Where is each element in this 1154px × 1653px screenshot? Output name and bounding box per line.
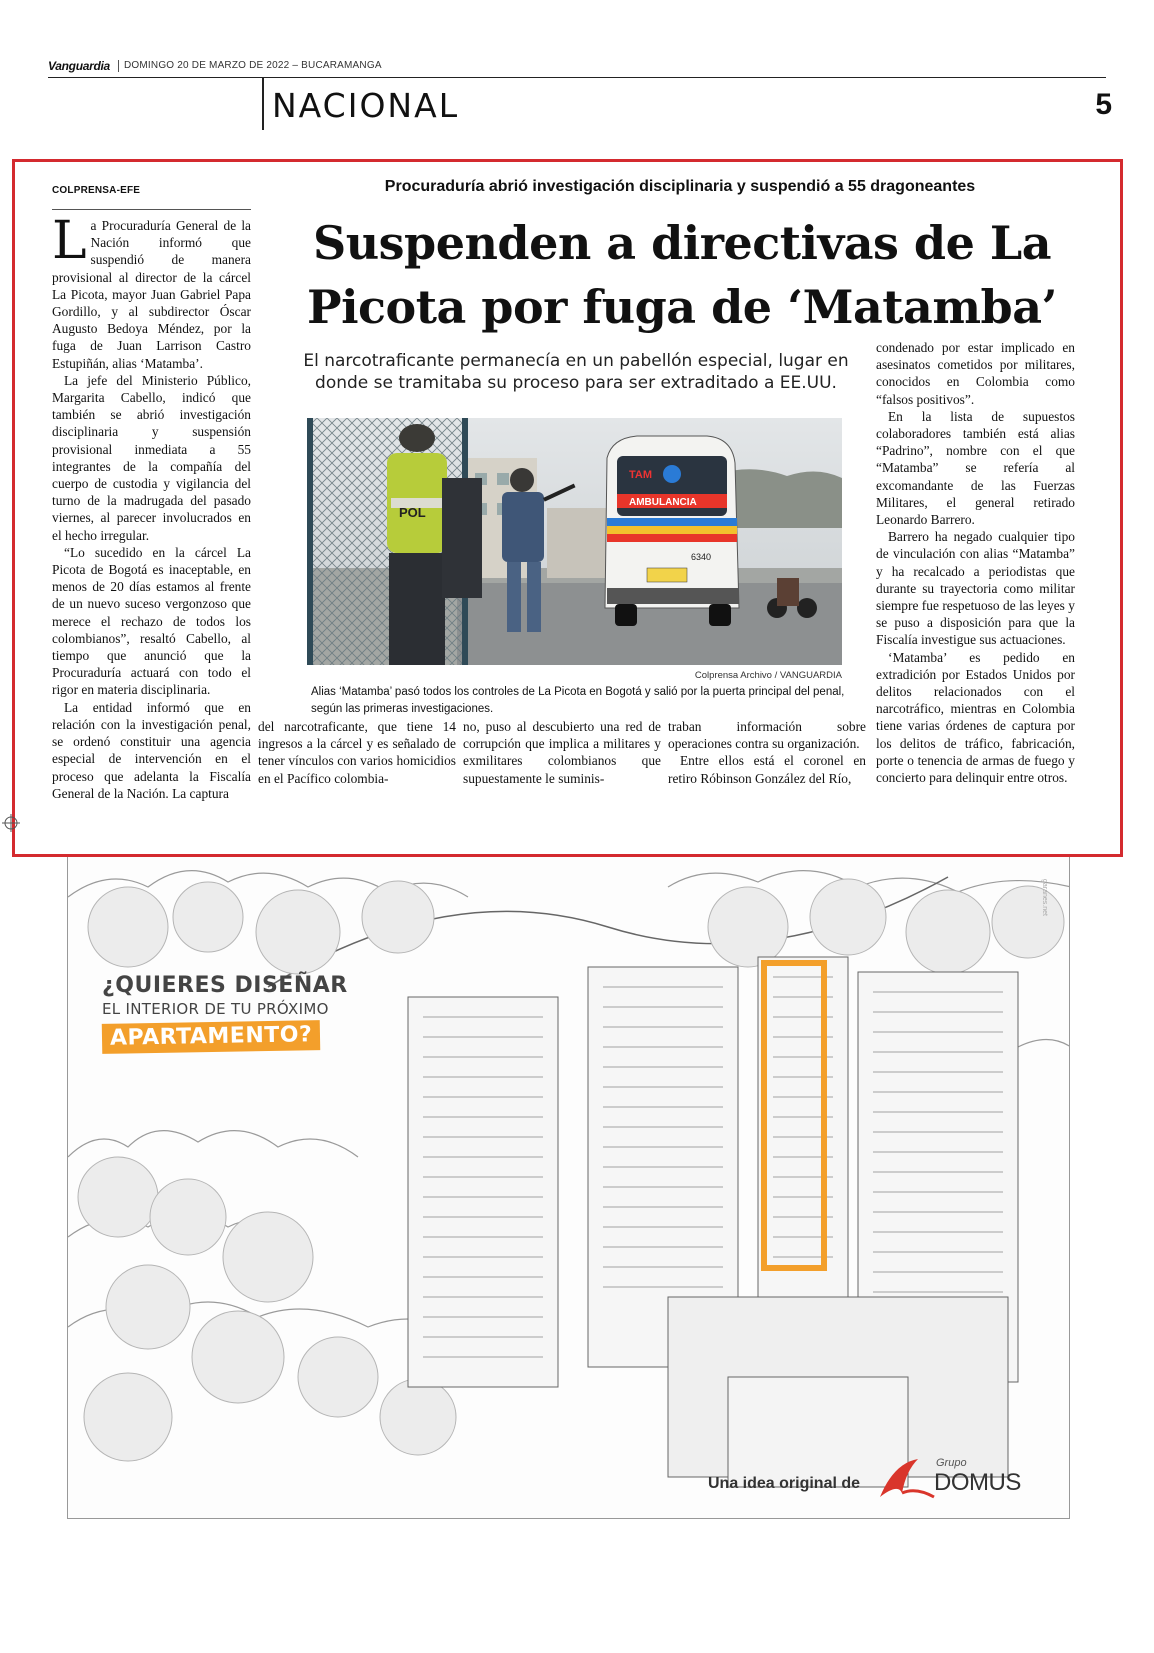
domus-swoosh-icon — [876, 1453, 936, 1505]
article-deck: El narcotraficante permanecía en un pabellón especial, lugar en donde se tramitaba su proceso para ser extraditado a EE.UU. — [303, 351, 849, 393]
domus-group-label: Grupo — [936, 1457, 967, 1469]
paragraph: ‘Matamba’ es pedido en extradición por Estados Unidos por delitos relacionados con el narcotráfico, mientras en Colombia tiene varias órdenes de captura por los delitos de tráfico, fabricación, porte o tenencia de armas de fuego y concierto para delinquir entre otros. — [876, 649, 1075, 786]
byline-divider — [52, 209, 251, 210]
paragraph: Barrero ha negado cualquier tipo de vinculación con alias “Matamba” y ha recalcado a periodistas que durante su trayectoria como militar siempre fue respetuoso de las leyes y se puso a disposición para que la Fiscalía investigue sus actuaciones. — [876, 529, 1075, 648]
article-column-2 — [258, 718, 456, 787]
article-column-1 — [52, 211, 251, 802]
article-column-4 — [668, 718, 866, 787]
advertisement — [67, 857, 1070, 1519]
registration-mark-icon — [2, 814, 20, 832]
apartment-illustration — [68, 857, 1070, 1519]
paragraph: no, puso al descubierto una red de corrupción que implica a militares y exmilitares colombianos que supuestamente le suminis- — [463, 719, 661, 786]
paragraph: La Procuraduría General de la Nación informó que suspendió de manera provisional al director de la cárcel La Picota, mayor Juan Gabriel Papa Gordillo, y al subdirector Óscar Augusto Bedoya Méndez, por la fuga de Juan Larrison Castro Estupiñán, alias ‘Matamba’. — [52, 211, 251, 371]
photo-caption: Alias ‘Matamba’ pasó todos los controles de La Picota en Bogotá y salió por la puerta principal del penal, según las primeras investigaciones. — [311, 686, 845, 715]
paragraph: En la lista de supuestos colaboradores también está alias “Padrino”, nombre con el que “Matamba” se refería al excomandante de las Fuerzas Militares, el general retirado Leonardo Barrero. — [876, 408, 1075, 528]
article-headline: Suspenden a directivas de La Picota por fuga de ‘Matamba’ — [306, 216, 1058, 334]
top-bar — [48, 58, 1106, 78]
section-title: NACIONAL — [272, 86, 460, 125]
article-box — [12, 159, 1123, 857]
domus-logo — [876, 1453, 1046, 1505]
paragraph: traban información sobre operaciones contra su organización. — [668, 719, 866, 752]
ad-headline-line-2: EL INTERIOR DE TU PRÓXIMO — [102, 1000, 329, 1018]
ad-headline-line-1: ¿QUIERES DISEÑAR — [102, 973, 348, 998]
page-number: 5 — [1095, 88, 1112, 121]
paragraph: Entre ellos está el coronel en retiro Róbinson González del Río, — [668, 753, 866, 786]
paragraph: del narcotraficante, que tiene 14 ingresos a la cárcel y es señalado de tener vínculos con varios homicidios en el Pacífico colombia- — [258, 719, 456, 786]
article-column-5 — [876, 339, 1075, 786]
section-divider — [262, 78, 264, 130]
photo-credit: Colprensa Archivo / VANGUARDIA — [694, 670, 842, 681]
domus-brand: DOMUS — [934, 1469, 1021, 1496]
paragraph: “Lo sucedido en la cárcel La Picota de Bogotá es inaceptable, en menos de 20 días estamos al frente de un nuevo suceso vergonzoso que merece el rechazo de todos los colombianos”, resaltó Cabello, al tiempo que anunció que la Procuraduría actuará con todo el rigor en materia disciplinaria. — [52, 544, 251, 698]
article-kicker: Procuraduría abrió investigación disciplinaria y suspendió a 55 dragoneantes — [384, 178, 976, 195]
van-code: 6340 — [691, 552, 712, 562]
dateline: DOMINGO 20 DE MARZO DE 2022 – BUCARAMANGA — [124, 60, 382, 71]
ad-sponsor-text: Una idea original de — [708, 1475, 861, 1492]
drop-cap: L — [52, 211, 87, 271]
ad-headline-highlight: APARTAMENTO? — [102, 1020, 321, 1054]
paragraph: La jefe del Ministerio Público, Margarita Cabello, indicó que también se abrió investigación disciplinaria y suspensión provisional inmediata a 55 integrantes de la compañía del cuerpo de custodia y vigilancia del turno de la madrugada del pasado viernes, al parecer involucrados en el hecho irregular. — [52, 372, 251, 543]
news-photo — [307, 418, 842, 665]
ad-headline — [102, 973, 402, 1052]
ambulance-label: AMBULANCIA — [629, 497, 697, 508]
newspaper-logo: Vanguardia — [48, 59, 110, 73]
paragraph: La entidad informó que en relación con la investigación penal, se ordenó constituir una agencia especial de intervención en el proceso que adelanta la Fiscalía General de la Nación. La captura — [52, 699, 251, 801]
vest-label: POL — [399, 505, 426, 520]
ad-url: garanes.net — [1041, 879, 1048, 916]
ambulance-top-label: TAM — [629, 469, 653, 481]
article-column-3 — [463, 718, 661, 787]
paragraph: condenado por estar implicado en asesinatos cometidos por militares, conocidos en Colombia como “falsos positivos”. — [876, 340, 1075, 407]
prison-gate-scene — [307, 418, 842, 665]
byline: COLPRENSA-EFE — [52, 185, 141, 196]
